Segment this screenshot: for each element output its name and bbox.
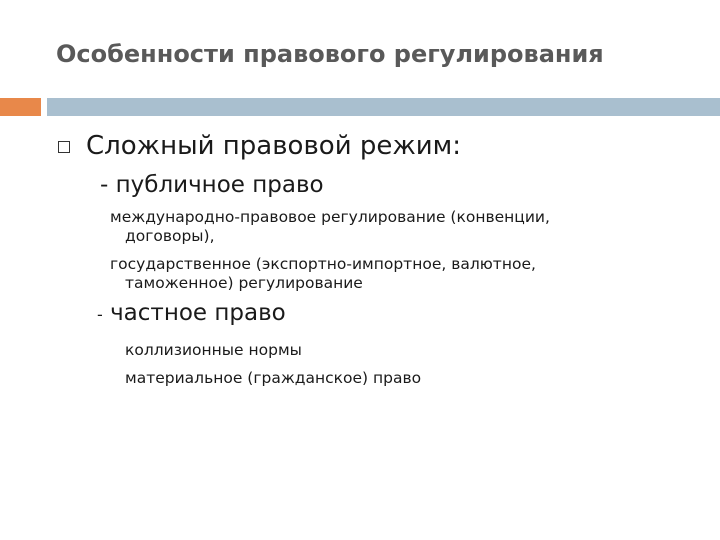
- private-law-dash: -: [97, 305, 103, 324]
- private-law-heading-text: частное право: [102, 300, 286, 326]
- title-divider-bar: [47, 98, 720, 116]
- checkbox-square-icon: [58, 141, 70, 153]
- slide-title: Особенности правового регулирования: [56, 40, 604, 68]
- public-law-item-1-line-2: договоры),: [125, 227, 215, 245]
- private-law-item-1: коллизионные нормы: [125, 341, 302, 359]
- subheading-public-law: - публичное право: [100, 172, 324, 198]
- public-law-item-2-line-2: таможенное) регулирование: [125, 274, 363, 292]
- bullet-complex-legal-regime: Сложный правовой режим:: [86, 131, 462, 161]
- public-law-item-2-line-1: государственное (экспортно-импортное, валютное,: [110, 255, 536, 273]
- public-law-item-1-line-1: международно-правовое регулирование (конвенции,: [110, 208, 550, 226]
- accent-bar: [0, 98, 41, 116]
- subheading-private-law: [97, 300, 286, 326]
- private-law-item-2: материальное (гражданское) право: [125, 369, 422, 387]
